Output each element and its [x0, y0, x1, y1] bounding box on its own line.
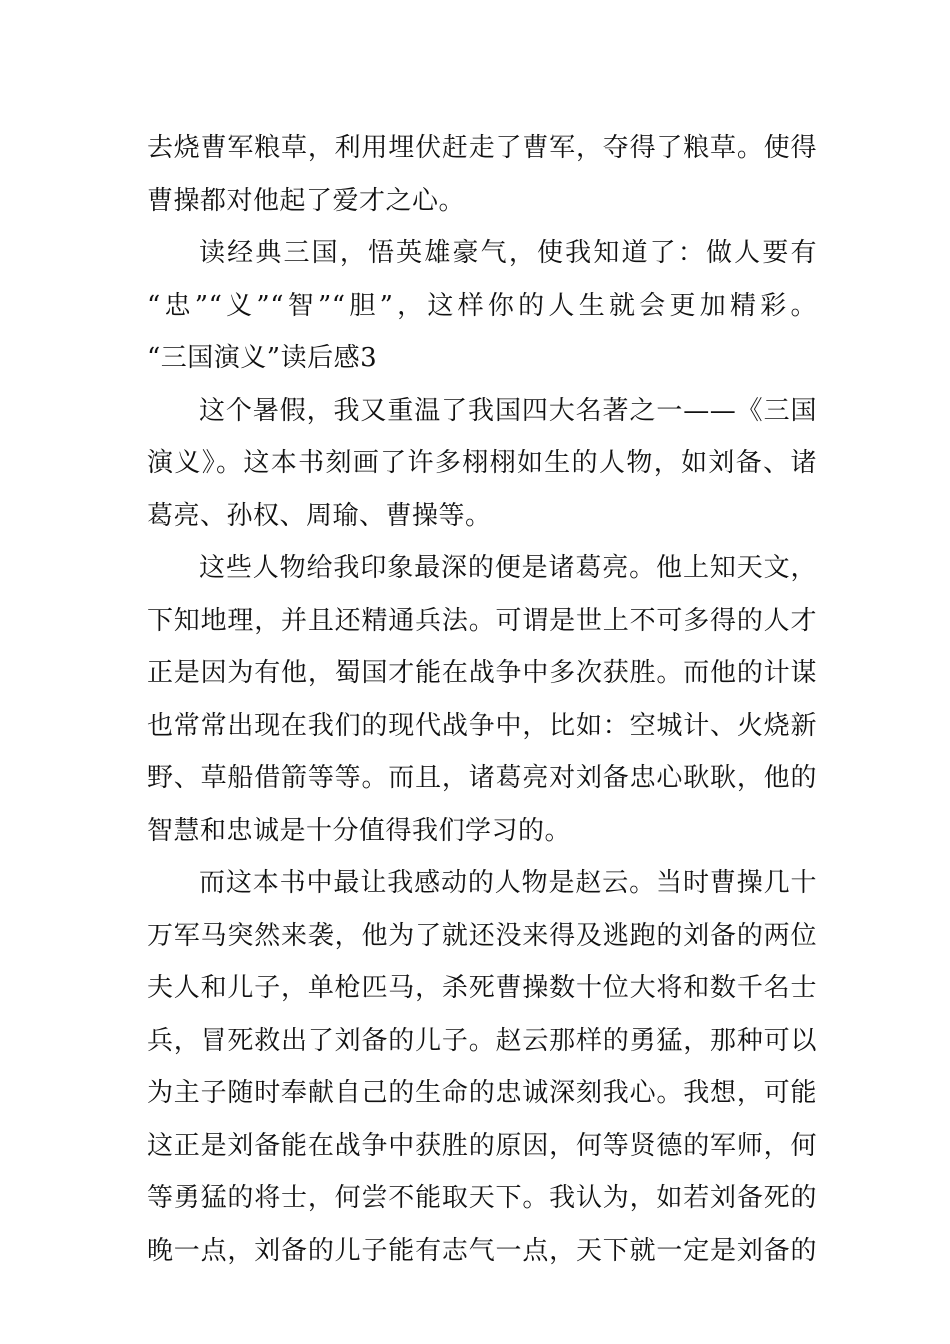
paragraph-first-line: 而这本书中最让我感动的人物是赵云。当时曹操几十 [199, 868, 817, 898]
paragraph-first-line: 这个暑假，我又重温了我国四大名著之一——《三国 [199, 395, 817, 426]
text-line: 也常常出现在我们的现代战争中，比如：空城计、火烧新 [147, 710, 817, 741]
text-line: 正是因为有他，蜀国才能在战争中多次获胜。而他的计谋 [147, 658, 817, 688]
text-line: 智慧和忠诚是十分值得我们学习的。 [147, 815, 572, 846]
body-text [147, 122, 817, 1277]
section-heading: “三国演义”读后感3 [147, 343, 378, 373]
text-line: 兵，冒死救出了刘备的儿子。赵云那样的勇猛，那种可以 [147, 1025, 817, 1056]
text-line: 为主子随时奉献自己的生命的忠诚深刻我心。我想，可能 [147, 1078, 817, 1108]
text-line: 万军马突然来袭，他为了就还没来得及逃跑的刘备的两位 [147, 920, 817, 951]
text-line: 演义》。这本书刻画了许多栩栩如生的人物，如刘备、诸 [147, 448, 817, 478]
text-line: “忠”“义”“智”“胆”，这样你的人生就会更加精彩。 [147, 290, 817, 321]
text-line: 葛亮、孙权、周瑜、曹操等。 [147, 500, 492, 531]
paragraph-first-line: 这些人物给我印象最深的便是诸葛亮。他上知天文， [199, 553, 817, 583]
paragraph-first-line: 读经典三国，悟英雄豪气，使我知道了：做人要有 [199, 238, 817, 268]
text-line: 晚一点，刘备的儿子能有志气一点，天下就一定是刘备的 [147, 1235, 817, 1266]
text-line: 下知地理，并且还精通兵法。可谓是世上不可多得的人才 [147, 605, 817, 636]
text-line: 这正是刘备能在战争中获胜的原因，何等贤德的军师，何 [147, 1130, 817, 1161]
text-line: 等勇猛的将士，何尝不能取天下。我认为，如若刘备死的 [147, 1183, 817, 1213]
text-line: 夫人和儿子，单枪匹马，杀死曹操数十位大将和数千名士 [147, 973, 817, 1003]
text-line: 曹操都对他起了爱才之心。 [147, 185, 466, 216]
text-line: 野、草船借箭等等。而且，诸葛亮对刘备忠心耿耿，他的 [147, 763, 817, 793]
text-line: 去烧曹军粮草，利用埋伏赶走了曹军，夺得了粮草。使得 [147, 133, 817, 163]
